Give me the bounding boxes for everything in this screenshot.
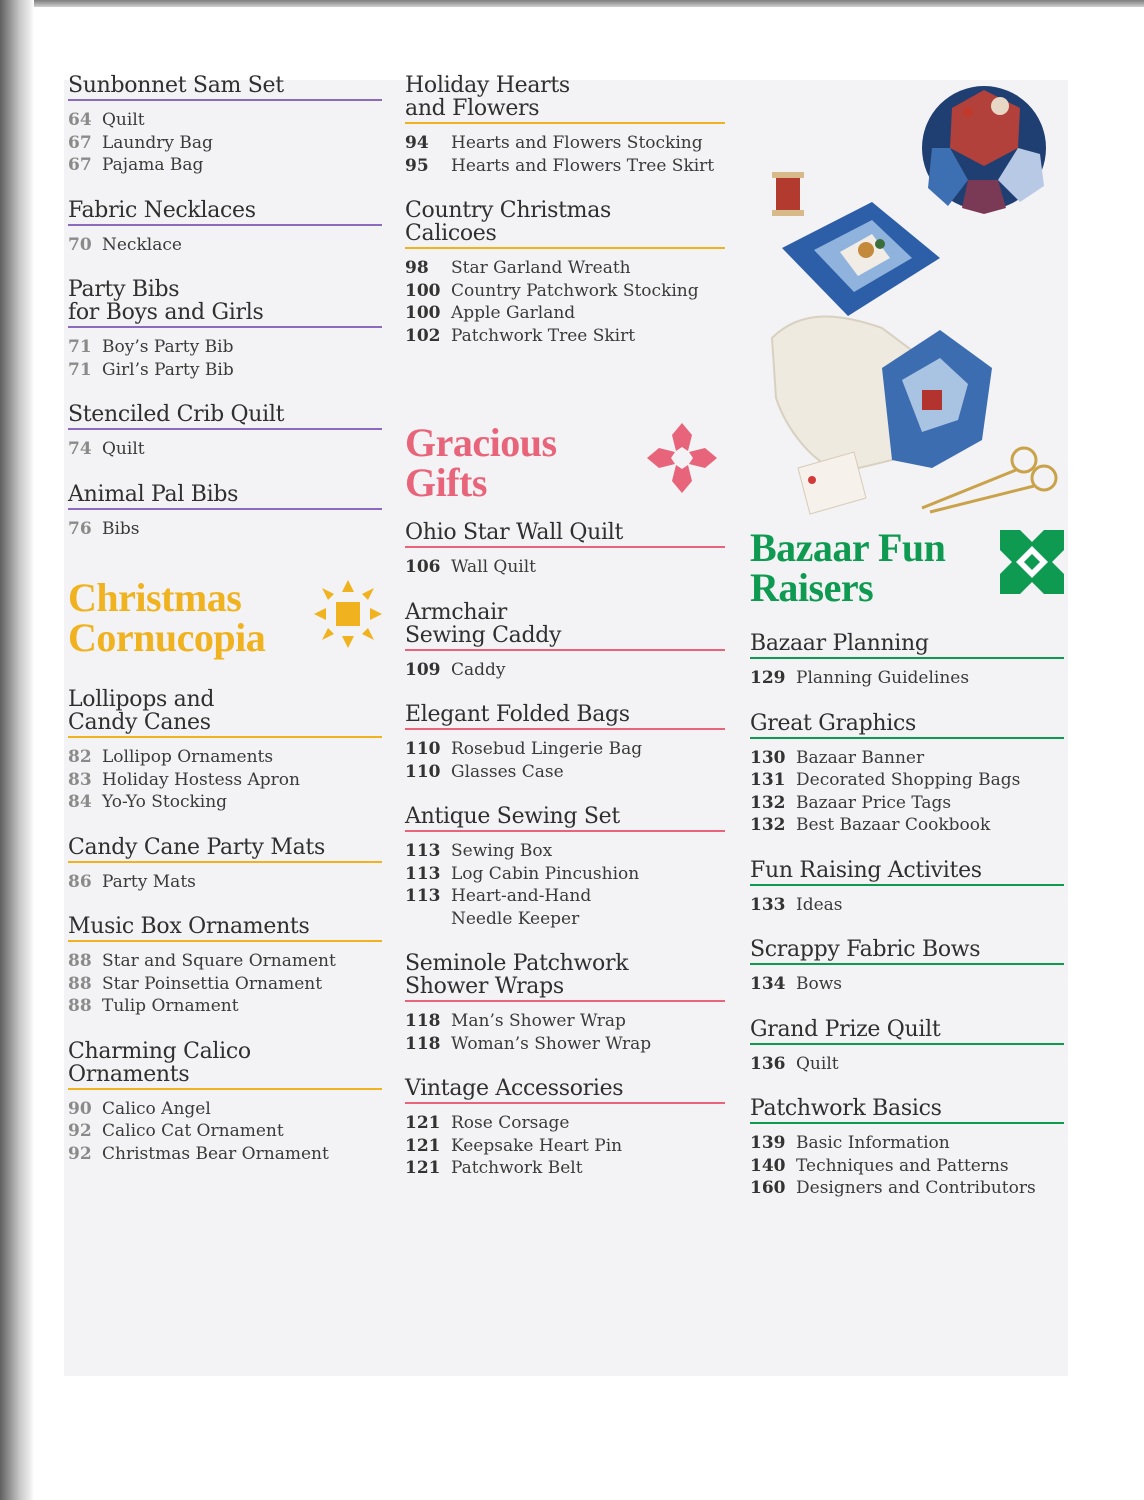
gracious-gifts-heading [405, 420, 725, 505]
contents-entry[interactable] [405, 1033, 725, 1056]
page-number: 121 [405, 1113, 441, 1133]
section-music-box-ornaments [68, 915, 382, 1018]
section-fun-raising-activites [750, 859, 1064, 917]
section-title: Armchair Sewing Caddy [405, 599, 562, 648]
section-rule [68, 99, 382, 101]
section-rule [750, 1043, 1064, 1045]
entry-title: Keepsake Heart Pin [451, 1135, 623, 1156]
section-charming-calico-ornaments [68, 1040, 382, 1166]
entry-title: Ideas [796, 894, 843, 915]
section-rule [405, 728, 725, 730]
section-rule [750, 884, 1064, 886]
page-number: 130 [750, 747, 786, 768]
contents-entry[interactable] [405, 155, 725, 178]
book-spine-shadow [0, 0, 34, 1500]
tulip-flower-icon [641, 417, 723, 499]
section-rule [68, 428, 382, 430]
section-rule [405, 1102, 725, 1104]
page-number: 76 [68, 518, 92, 539]
page-number: 109 [405, 659, 441, 680]
page-number: 132 [750, 815, 786, 835]
entry-title: Quilt [102, 439, 145, 459]
section-seminole-patchwork-shower-wraps [405, 952, 725, 1055]
entry-title: Yo-Yo Stocking [102, 792, 228, 812]
contents-entry[interactable] [405, 840, 725, 863]
heading-line-2: Gifts [405, 460, 487, 505]
entry-title: Necklace [102, 234, 182, 255]
page-number: 160 [750, 1178, 786, 1198]
heading-line-1: Christmas [68, 575, 242, 620]
column-2 [405, 74, 725, 1202]
section-rule [750, 657, 1064, 659]
section-title: Holiday Hearts and Flowers [405, 73, 570, 121]
section-title: Patchwork Basics [750, 1096, 942, 1121]
section-rule [68, 1088, 382, 1090]
section-rule [68, 736, 382, 738]
page-number: 71 [68, 359, 92, 380]
section-rule [405, 546, 725, 548]
contents-entry[interactable] [405, 761, 725, 784]
page-number: 110 [405, 761, 441, 782]
entry-title: Bibs [102, 518, 140, 539]
page-number: 64 [68, 110, 92, 130]
section-fabric-necklaces [68, 199, 382, 257]
entry-title: Bows [796, 974, 843, 994]
contents-entry[interactable] [750, 769, 1064, 792]
section-rule [405, 247, 725, 249]
page-number: 102 [405, 325, 441, 346]
section-title: Fabric Necklaces [68, 197, 256, 223]
section-country-christmas-calicoes [405, 199, 725, 347]
entry-title: Wall Quilt [451, 557, 536, 577]
section-rule [405, 122, 725, 124]
page-number: 133 [750, 894, 786, 915]
sun-star-icon [312, 578, 384, 650]
section-bazaar-planning [750, 632, 1064, 690]
contents-entry[interactable] [68, 973, 382, 996]
section-rule [405, 1000, 725, 1002]
section-rule [68, 861, 382, 863]
contents-entry[interactable] [405, 257, 725, 280]
contents-entry[interactable] [68, 1120, 382, 1143]
contents-entry[interactable] [750, 667, 1064, 690]
contents-entry[interactable] [68, 791, 382, 814]
page-number: 67 [68, 155, 92, 175]
entry-title: Woman’s Shower Wrap [451, 1033, 652, 1054]
christmas-sections [68, 688, 382, 1165]
section-title: Antique Sewing Set [405, 804, 620, 829]
entry-title: Designers and Contributors [796, 1178, 1036, 1198]
entry-title: Man’s Shower Wrap [451, 1011, 626, 1031]
section-rule [750, 1122, 1064, 1124]
green-cross-icon [1000, 530, 1064, 594]
section-rule [405, 830, 725, 832]
contents-entry[interactable] [405, 659, 725, 682]
entry-title: Lollipop Ornaments [102, 747, 274, 767]
contents-entry[interactable] [405, 1135, 725, 1158]
contents-entry[interactable] [68, 132, 382, 155]
entry-title: Christmas Bear Ornament [102, 1143, 329, 1164]
page-number: 106 [405, 557, 441, 577]
entry-title: Bazaar Price Tags [796, 792, 952, 813]
entry-title: Girl’s Party Bib [102, 359, 234, 380]
entry-title: Hearts and Flowers Stocking [451, 133, 703, 153]
section-title: Country Christmas Calicoes [405, 198, 612, 246]
contents-entry[interactable] [405, 302, 725, 325]
col2-top-sections [405, 74, 725, 347]
page-number: 121 [405, 1158, 441, 1178]
contents-entry[interactable] [68, 234, 382, 257]
contents-entry[interactable] [750, 1155, 1064, 1178]
section-vintage-accessories [405, 1077, 725, 1180]
entry-title: Decorated Shopping Bags [796, 770, 1021, 790]
column-3 [750, 0, 1064, 1222]
contents-entry[interactable] [750, 894, 1064, 917]
page-number: 136 [750, 1053, 786, 1074]
entry-title: Apple Garland [451, 303, 576, 323]
contents-entry[interactable] [405, 1010, 725, 1033]
section-title: Vintage Accessories [405, 1076, 624, 1101]
page-number: 121 [405, 1135, 441, 1156]
section-title: Party Bibs for Boys and Girls [68, 277, 264, 325]
contents-entry[interactable] [68, 154, 382, 177]
entry-title: Star and Square Ornament [102, 951, 336, 971]
contents-entry[interactable] [68, 359, 382, 382]
section-armchair-sewing-caddy [405, 601, 725, 682]
contents-entry[interactable] [405, 280, 725, 303]
section-ohio-star-wall-quilt [405, 521, 725, 579]
section-patchwork-basics [750, 1097, 1064, 1200]
section-stenciled-crib-quilt [68, 403, 382, 461]
entry-title: Star Poinsettia Ornament [102, 973, 323, 994]
page-number: 88 [68, 951, 92, 971]
section-elegant-folded-bags [405, 703, 725, 783]
contents-entry[interactable] [68, 746, 382, 769]
contents-entry[interactable] [68, 1143, 382, 1166]
section-antique-sewing-set [405, 805, 725, 930]
entry-title: Quilt [102, 110, 145, 130]
section-party-bibs-for-boys-and-girls [68, 278, 382, 381]
page-number: 67 [68, 132, 92, 153]
section-title: Elegant Folded Bags [405, 702, 630, 727]
section-rule [750, 963, 1064, 965]
section-lollipops-and-candy-canes [68, 688, 382, 814]
page-number: 70 [68, 234, 92, 255]
entry-title: Pajama Bag [102, 155, 204, 175]
page-number: 74 [68, 439, 92, 459]
contents-entry[interactable] [750, 1053, 1064, 1076]
page-number: 98 [405, 258, 429, 278]
contents-entry[interactable] [68, 950, 382, 973]
entry-title: Calico Angel [102, 1098, 211, 1119]
contents-entry[interactable] [68, 995, 382, 1018]
section-title: Animal Pal Bibs [68, 481, 239, 507]
section-title: Music Box Ornaments [68, 914, 310, 939]
page-number: 113 [405, 841, 441, 861]
entry-title: Caddy [451, 659, 506, 680]
section-title: Lollipops and Candy Canes [68, 687, 215, 735]
page-number: 86 [68, 871, 92, 892]
contents-entry[interactable] [68, 109, 382, 132]
entry-title: Log Cabin Pincushion [451, 863, 640, 884]
section-title: Scrappy Fabric Bows [750, 937, 981, 962]
section-rule [68, 326, 382, 328]
contents-entry[interactable] [68, 518, 382, 541]
col1-top-sections [68, 74, 382, 540]
page-number: 88 [68, 996, 92, 1016]
entry-title: Glasses Case [451, 761, 564, 782]
section-title: Sunbonnet Sam Set [68, 73, 284, 98]
entry-title: Country Patchwork Stocking [451, 280, 699, 301]
page-number: 95 [405, 155, 429, 176]
heading-line-2: Raisers [750, 565, 874, 610]
section-title: Seminole Patchwork Shower Wraps [405, 951, 629, 999]
entry-title: Rosebud Lingerie Bag [451, 739, 643, 759]
entry-title: Heart-and-Hand Needle Keeper [451, 886, 592, 929]
gifts-sections [405, 521, 725, 1180]
section-animal-pal-bibs [68, 483, 382, 541]
section-rule [405, 649, 725, 651]
contents-entry[interactable] [405, 556, 725, 579]
contents-entry[interactable] [405, 1157, 725, 1180]
contents-entry[interactable] [750, 747, 1064, 770]
entry-title: Tulip Ornament [102, 996, 239, 1016]
page-number: 90 [68, 1098, 92, 1119]
contents-entry[interactable] [68, 336, 382, 359]
section-title: Stenciled Crib Quilt [68, 402, 285, 427]
column-1 [68, 74, 382, 1187]
page-number: 139 [750, 1133, 786, 1153]
page-number: 84 [68, 792, 92, 812]
section-sunbonnet-sam-set [68, 74, 382, 177]
contents-entry[interactable] [405, 885, 725, 930]
page-number: 118 [405, 1011, 441, 1031]
heading-line-1: Bazaar Fun [750, 525, 946, 570]
entry-title: Techniques and Patterns [796, 1155, 1009, 1176]
contents-entry[interactable] [750, 1132, 1064, 1155]
entry-title: Boy’s Party Bib [102, 337, 234, 357]
page-number: 113 [405, 886, 441, 906]
entry-title: Planning Guidelines [796, 668, 970, 688]
page-number: 92 [68, 1121, 92, 1141]
heading-line-2: Cornucopia [68, 615, 266, 660]
contents-entry[interactable] [405, 738, 725, 761]
page-number: 83 [68, 769, 92, 790]
page-number: 118 [405, 1033, 441, 1054]
section-title: Grand Prize Quilt [750, 1016, 941, 1042]
section-candy-cane-party-mats [68, 836, 382, 894]
page-number: 82 [68, 747, 92, 767]
page-number: 132 [750, 792, 786, 813]
bazaar-sections [750, 632, 1064, 1200]
contents-entry[interactable] [405, 325, 725, 348]
page-number: 113 [405, 863, 441, 884]
section-rule [68, 508, 382, 510]
contents-entry[interactable] [68, 769, 382, 792]
christmas-cornucopia-heading [68, 575, 382, 660]
entry-title: Laundry Bag [102, 132, 213, 153]
contents-entry[interactable] [68, 438, 382, 461]
section-rule [68, 224, 382, 226]
section-grand-prize-quilt [750, 1018, 1064, 1076]
entry-title: Basic Information [796, 1133, 950, 1153]
section-rule [68, 940, 382, 942]
entry-title: Star Garland Wreath [451, 258, 631, 278]
contents-entry[interactable] [750, 814, 1064, 837]
page-number: 94 [405, 133, 429, 153]
section-great-graphics [750, 712, 1064, 837]
entry-title: Rose Corsage [451, 1113, 570, 1133]
contents-entry[interactable] [750, 973, 1064, 996]
contents-entry[interactable] [750, 792, 1064, 815]
entry-title: Best Bazaar Cookbook [796, 815, 991, 835]
contents-entry[interactable] [68, 1098, 382, 1121]
contents-entry[interactable] [68, 871, 382, 894]
heading-line-1: Gracious [405, 420, 557, 465]
section-title: Great Graphics [750, 710, 916, 736]
entry-title: Hearts and Flowers Tree Skirt [451, 155, 715, 176]
entry-title: Patchwork Belt [451, 1158, 583, 1178]
section-title: Candy Cane Party Mats [68, 834, 325, 860]
entry-title: Holiday Hostess Apron [102, 769, 300, 790]
page-number: 110 [405, 739, 441, 759]
page-number: 129 [750, 668, 786, 688]
bazaar-fun-raisers-heading [750, 525, 1064, 610]
contents-entry[interactable] [750, 1177, 1064, 1200]
contents-entry[interactable] [405, 132, 725, 155]
section-title: Charming Calico Ornaments [68, 1038, 251, 1087]
section-title: Fun Raising Activites [750, 857, 982, 883]
section-holiday-hearts-and-flowers [405, 74, 725, 177]
section-scrappy-fabric-bows [750, 938, 1064, 996]
entry-title: Party Mats [102, 871, 196, 892]
page-number: 140 [750, 1155, 786, 1176]
entry-title: Calico Cat Ornament [102, 1121, 284, 1141]
page-number: 100 [405, 303, 441, 323]
entry-title: Patchwork Tree Skirt [451, 325, 636, 346]
page-number: 88 [68, 973, 92, 994]
section-title: Bazaar Planning [750, 631, 929, 656]
page-number: 100 [405, 280, 441, 301]
entry-title: Bazaar Banner [796, 747, 925, 768]
entry-title: Sewing Box [451, 841, 553, 861]
section-title: Ohio Star Wall Quilt [405, 520, 624, 545]
page-number: 131 [750, 770, 786, 790]
contents-entry[interactable] [405, 1112, 725, 1135]
section-rule [750, 737, 1064, 739]
entry-title: Quilt [796, 1053, 839, 1074]
page-number: 134 [750, 974, 786, 994]
page-number: 71 [68, 337, 92, 357]
contents-entry[interactable] [405, 863, 725, 886]
page-number: 92 [68, 1143, 92, 1164]
